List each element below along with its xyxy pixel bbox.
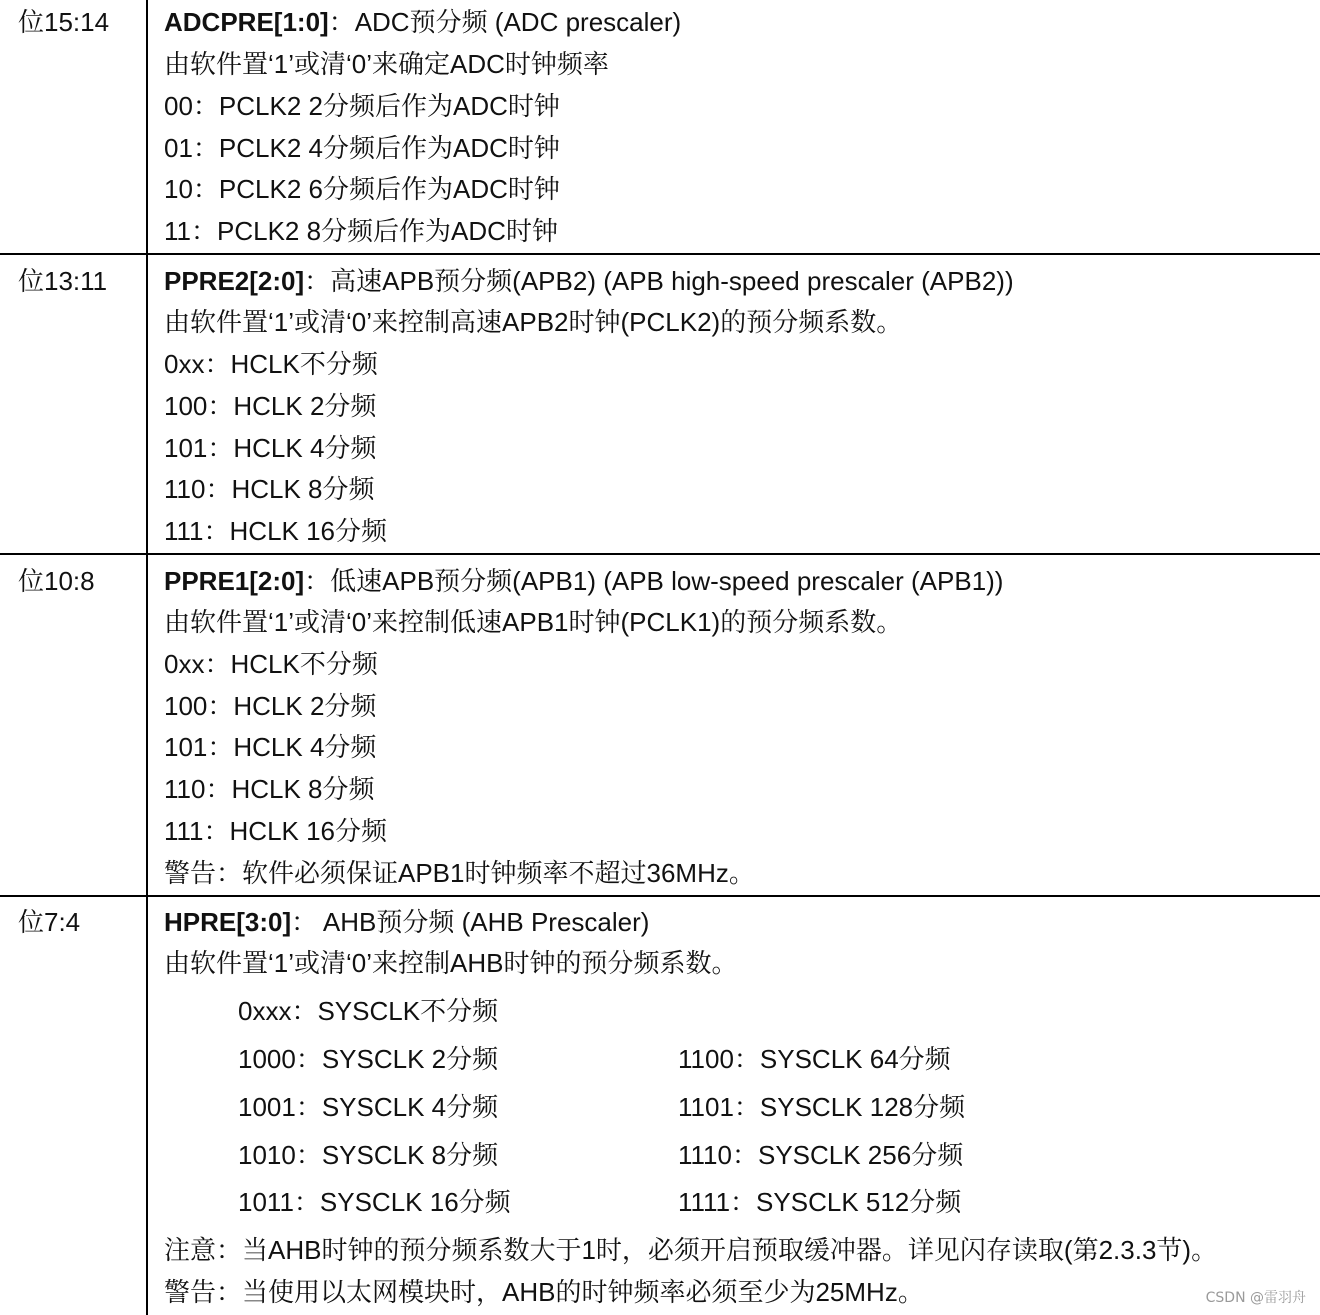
table-row-ppre1 [0, 555, 1320, 897]
field-text-line: 110：HCLK 8分频 [164, 774, 375, 804]
bit-range-label: 位13:11 [18, 266, 108, 296]
bit-range-label: 位10:8 [18, 566, 95, 596]
field-name: PPRE1[2:0] [164, 566, 305, 596]
watermark: CSDN @雷羽舟 [1205, 1290, 1306, 1306]
field-text-line: 101：HCLK 4分频 [164, 732, 377, 762]
field-text-line: 10：PCLK2 6分频后作为ADC时钟 [164, 174, 560, 204]
field-description: ： AHB预分频 (AHB Prescaler) [291, 907, 650, 937]
field-option: 1110：SYSCLK 256分频 [678, 1140, 964, 1170]
field-text-line: 0xx：HCLK不分频 [164, 349, 378, 379]
field-heading [164, 265, 1014, 297]
field-option: 1000：SYSCLK 2分频 [238, 1044, 499, 1074]
field-text-line: 由软件置‘1’或清‘0’来控制低速APB1时钟(PCLK1)的预分频系数。 [164, 607, 903, 637]
field-warning: 警告：当使用以太网模块时，AHB的时钟频率必须至少为25MHz。 [164, 1277, 924, 1307]
field-description: ：ADC预分频 (ADC prescaler) [328, 7, 682, 37]
field-option: 0xxx：SYSCLK不分频 [238, 996, 499, 1026]
field-text-line: 101：HCLK 4分频 [164, 433, 377, 463]
field-text-line: 100：HCLK 2分频 [164, 691, 377, 721]
field-description: ：低速APB预分频(APB1) (APB low-speed prescaler (APB1)) [304, 566, 1004, 596]
table-row-ppre2 [0, 255, 1320, 555]
field-name: PPRE2[2:0] [164, 266, 305, 296]
field-note: 注意：当AHB时钟的预分频系数大于1时，必须开启预取缓冲器。详见闪存读取(第2.3.3节)。 [164, 1235, 1218, 1265]
field-option: 1010：SYSCLK 8分频 [238, 1140, 499, 1170]
field-text-line: 由软件置‘1’或清‘0’来控制高速APB2时钟(PCLK2)的预分频系数。 [164, 307, 903, 337]
field-option: 1111：SYSCLK 512分频 [678, 1187, 962, 1217]
field-text-line: 由软件置‘1’或清‘0’来控制AHB时钟的预分频系数。 [164, 948, 738, 978]
field-option: 1011：SYSCLK 16分频 [238, 1187, 511, 1217]
field-text-line: 00：PCLK2 2分频后作为ADC时钟 [164, 91, 560, 121]
field-heading [164, 906, 649, 938]
table-row-adcpre [0, 0, 1320, 255]
field-text-line: 01：PCLK2 4分频后作为ADC时钟 [164, 133, 560, 163]
field-text-line: 110：HCLK 8分频 [164, 474, 375, 504]
field-name: ADCPRE[1:0] [164, 7, 329, 37]
field-text-line: 11：PCLK2 8分频后作为ADC时钟 [164, 216, 558, 246]
field-text-line: 0xx：HCLK不分频 [164, 649, 378, 679]
field-name: HPRE[3:0] [164, 907, 292, 937]
field-text-line: 111：HCLK 16分频 [164, 516, 388, 546]
bit-range-label: 位15:14 [18, 7, 110, 37]
field-text-line: 100：HCLK 2分频 [164, 391, 377, 421]
field-option: 1101：SYSCLK 128分频 [678, 1092, 966, 1122]
field-warning: 警告：软件必须保证APB1时钟频率不超过36MHz。 [164, 858, 755, 888]
field-heading [164, 565, 1003, 597]
field-text-line: 由软件置‘1’或清‘0’来确定ADC时钟频率 [164, 49, 609, 79]
field-option: 1001：SYSCLK 4分频 [238, 1092, 499, 1122]
field-option: 1100：SYSCLK 64分频 [678, 1044, 951, 1074]
bit-range-label: 位7:4 [18, 907, 81, 937]
field-description: ：高速APB预分频(APB2) (APB high-speed prescaler (APB2)) [304, 266, 1014, 296]
table-row-hpre [0, 897, 1320, 1315]
field-text-line: 111：HCLK 16分频 [164, 816, 388, 846]
field-heading [164, 6, 681, 38]
